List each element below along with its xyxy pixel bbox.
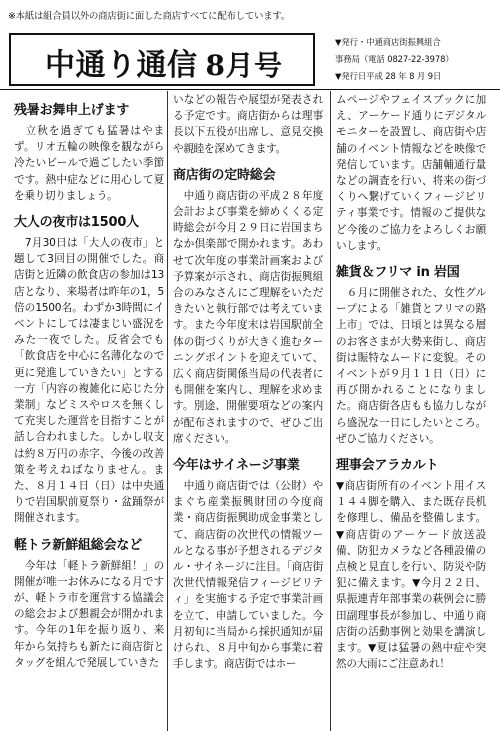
heading-kei-truck-assembly: 軽トラ新鮮組総会など	[14, 537, 143, 553]
text-kei-truck-continued: いなどの報告や展望が発表される予定です。商店街からは理事長以下五役が出席し、意見交換や親睦を深めてきます。	[173, 94, 323, 155]
masthead-box	[9, 33, 315, 86]
title-text: 中通り通信	[45, 48, 198, 83]
text-signage-continued: ムページやフェイスブックに加え、アーケード通りにデジタルモニターを設置し、商店街や店舗のイベント情報などを映像で発信しています。店舗輔通行量などの調査を行い、将来の街づくりへ繋げていくフィージビリティ事業です。情報のご提供など今後のご協力をよろしくお願いします。	[336, 94, 486, 252]
heading-flea-market: 雑貨＆フリマ in 岩国	[336, 265, 460, 281]
column-3	[336, 92, 486, 673]
column-2	[173, 92, 323, 673]
text-signage-project: 中通り商店街では（公財）やまぐち産業振興財団の今度商業・商店街振興助成金事業として、商店街の次世代の情報ツールとなる事が予想されるデジタル・サイネージに注目。「商店街次世代情報発信フィージビリティ」を実施する予定で事業計画を立て、申請していました。今月初旬に当局から採択通知が届けられ、８月中旬から事業に着手します。商店街ではホー	[173, 480, 323, 671]
heading-summer-greeting: 残暑お舞申上げます	[14, 103, 130, 118]
issue-label: 8月号	[205, 49, 283, 82]
column-1	[14, 92, 164, 671]
heading-board-notes: 理事会アラカルト	[336, 458, 439, 474]
column-divider-2	[330, 91, 331, 731]
text-kei-truck-assembly: 今年は「軽トラ新鮮組！」の開催が唯一お休みになる月ですが、軽トラ市を運営する協議会の総会および懇親会が開かれます。今年の1年を振り返り、来年から気持ちも新たに商店街とタッグを組んで発展していきた	[14, 559, 164, 669]
issue-date-line: ▼発行日平成 28 年 8 月 9日	[335, 71, 442, 81]
text-flea-market: ６月に開催された、女性グループによる「雑貨とフリマの路上市」では、日頃とは異なる層のお客さまが大勢来街し、商店街は賑特なムードに変貌。そのイベントが９月１１日（日）に再び開かれることになりました。商店街各店もも協力しながら盛況な一日にしたいところ。ぜひご協力ください。	[336, 287, 486, 445]
publisher-line: ▼発行・中通商店街振興組合	[335, 37, 441, 47]
text-night-market: 7月30日は「大人の夜市」と題して3回目の開催でした。商店街と近隣の飲食店の参加は13店となり、来場者は昨年の1，5倍の1500名。わずか3時間にイベントにしては凄まじい盛況をみた一夜でした。反省会でも「飲食店を中心に名薄化なので更に発進していきたい」とする一方「内容の複雑化に応じた分業制」などミスやロスを無くして充実した運営を目指すことが話し合われました。しかし収支は約８万円の赤字、今後の改善策を考えねばなりません。また、８月１４日（日）は中央通りで岩国駅前夏祭り・盆踊祭が開催されます。	[14, 237, 164, 525]
heading-night-market: 大人の夜市は1500人	[14, 215, 139, 231]
newsletter-title	[45, 40, 282, 84]
distribution-notice: ※本紙は組合員以外の商店街に面した商店すべてに配布しています。	[8, 11, 290, 22]
text-general-meeting: 中通り商店街の平成２８年度会計および事業を締めくくる定時総会が今月２９日に岩国まちなか倶楽部で開かれます。あわせて次年度の事業計画案および予算案が示され、商店街振興組合のみなさんにご理解をいただきたいと執行部では考えています。また今年度末は岩国駅前全体の街づくりが大きく進むターニングポイントを迎えていて、広く商店街関係当局の代表者にも開催を案内し、理解を求めます。別途、開催要項などの案内が配布されますので、ぜひご出席ください。	[173, 189, 323, 445]
heading-signage-project: 今年はサイネージ事業	[173, 458, 300, 474]
text-board-notes: ▼商店街所有のイベント用イス１４４脚を購入、また既存長机を修理し、備品を整備します。▼商店街のアーケード放送設備、防犯カメラなど各種設備の点検と見直しを行い、防災や防犯に備えます。▼今月２２日、県振連青年部事業の萩例会に勝田副理事長が参加し、中通り商店街の活動事例と効果を講演します。▼夏は猛暑の熱中症や突然の大雨にご注意あれ！	[336, 480, 486, 671]
office-phone-line: 事務局（電話 0827-22-3978）	[335, 54, 454, 64]
heading-general-meeting: 商店街の定時総会	[173, 167, 276, 183]
column-divider-1	[167, 91, 168, 731]
text-summer-greeting: 立秋を過ぎても猛暑はやまず。リオ五輪の映像を観ながら冷たいビールで過ごしたい季節です。熱中症などに用心して夏を乗り切りましょう。	[14, 125, 164, 202]
header-divider	[0, 89, 500, 90]
